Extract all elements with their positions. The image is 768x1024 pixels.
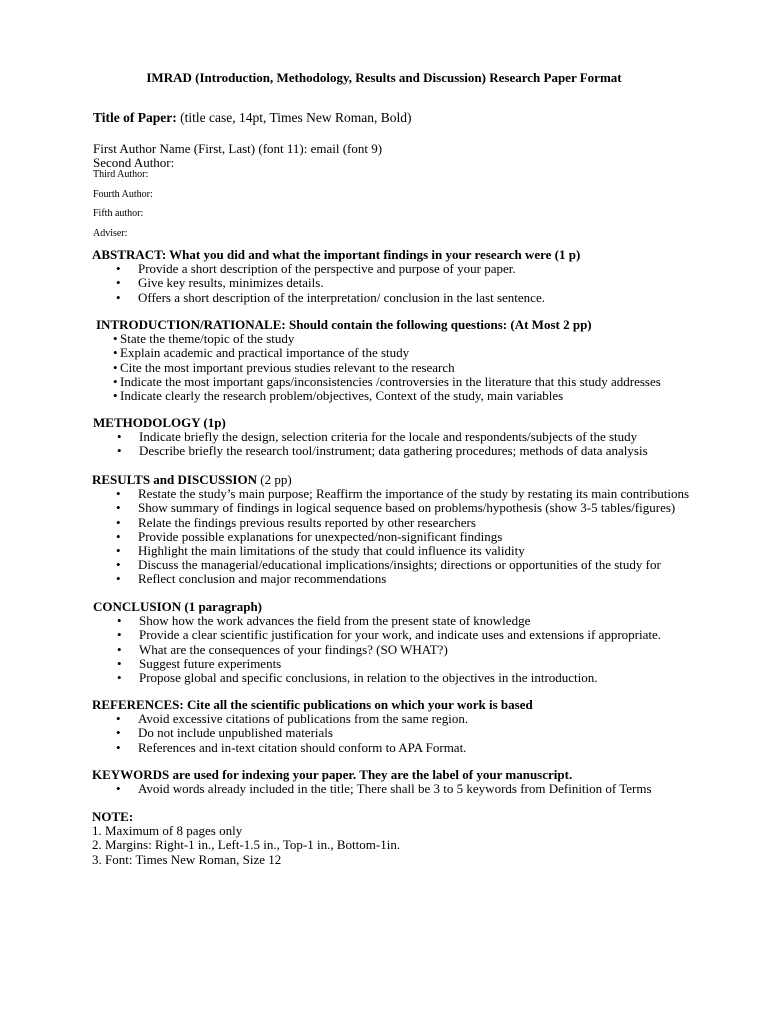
note-heading: NOTE: [92, 809, 134, 824]
keywords-section [92, 768, 652, 796]
list-item: • Offers a short description of the interpretation/ conclusion in the last sentence. [92, 291, 580, 305]
authors-block [93, 142, 382, 239]
list-item: • Propose global and specific conclusions, in relation to the objectives in the introduction. [93, 671, 661, 685]
list-item: • Provide a clear scientific justification for your work, and indicate uses and extensions if appropriate. [93, 628, 661, 642]
references-list [92, 712, 533, 755]
list-item: • Do not include unpublished materials [92, 726, 533, 740]
paper-title-label: Title of Paper: [93, 110, 177, 125]
references-section [92, 698, 533, 755]
list-item: • Restate the study’s main purpose; Reaffirm the importance of the study by restating its main contributions [92, 487, 689, 501]
list-item: • References and in-text citation should conform to APA Format. [92, 741, 533, 755]
introduction-section [96, 318, 661, 403]
list-item: • Indicate briefly the design, selection criteria for the locale and respondents/subjects of the study [93, 430, 648, 444]
note-item: 3. Font: Times New Roman, Size 12 [92, 851, 282, 867]
abstract-list [92, 262, 580, 305]
methodology-section [93, 416, 648, 459]
conclusion-list [93, 614, 661, 685]
list-item: • Avoid words already included in the title; There shall be 3 to 5 keywords from Definition of Terms [92, 782, 652, 796]
note-item: 2. Margins: Right-1 in., Left-1.5 in., Top-1 in., Bottom-1in. [92, 837, 401, 853]
note-section [92, 810, 400, 867]
list-item: • Provide possible explanations for unexpected/non-significant findings [92, 530, 689, 544]
third-author: Third Author: [93, 169, 149, 180]
list-item: • Describe briefly the research tool/instrument; data gathering procedures; methods of data analysis [93, 444, 648, 458]
results-list [92, 487, 689, 586]
abstract-heading: ABSTRACT: What you did and what the important findings in your research were (1 p) [92, 247, 581, 262]
adviser: Adviser: [93, 227, 128, 239]
list-item: • Suggest future experiments [93, 657, 661, 671]
references-heading: REFERENCES: Cite all the scientific publications on which your work is based [92, 697, 533, 712]
list-item: • Show summary of findings in logical sequence based on problems/hypothesis (show 3-5 tables/figures) [92, 501, 689, 515]
conclusion-heading: CONCLUSION (1 paragraph) [93, 599, 263, 614]
conclusion-section [93, 600, 661, 685]
fifth-author: Fifth author: [93, 208, 144, 219]
fourth-author: Fourth Author: [93, 188, 153, 200]
methodology-heading: METHODOLOGY (1p) [93, 415, 226, 430]
list-item: • State the theme/topic of the study [96, 332, 661, 346]
list-item: • Highlight the main limitations of the study that could influence its validity [92, 544, 689, 558]
document-title: IMRAD (Introduction, Methodology, Results and Discussion) Research Paper Format [146, 70, 622, 85]
list-item: • What are the consequences of your findings? (SO WHAT?) [93, 643, 661, 657]
results-heading [92, 473, 689, 487]
note-item: 1. Maximum of 8 pages only [92, 823, 243, 839]
list-item: • Provide a short description of the perspective and purpose of your paper. [92, 262, 580, 276]
list-item: • Avoid excessive citations of publications from the same region. [92, 712, 533, 726]
paper-title-text: (title case, 14pt, Times New Roman, Bold) [176, 110, 412, 125]
list-item: • Explain academic and practical importance of the study [96, 346, 661, 360]
abstract-section [92, 248, 580, 305]
results-section [92, 473, 689, 587]
list-item: • Relate the findings previous results reported by other researchers [92, 516, 689, 530]
paper-title-instruction [93, 111, 411, 125]
list-item: • Show how the work advances the field from the present state of knowledge [93, 614, 661, 628]
list-item: • Indicate clearly the research problem/objectives, Context of the study, main variables [96, 389, 661, 403]
results-heading-note: (2 pp) [257, 472, 292, 487]
list-item: • Reflect conclusion and major recommendations [92, 572, 689, 586]
list-item: • Cite the most important previous studies relevant to the research [96, 361, 661, 375]
introduction-heading: INTRODUCTION/RATIONALE: Should contain the following questions: (At Most 2 pp) [96, 317, 592, 332]
keywords-list [92, 782, 652, 796]
list-item: • Indicate the most important gaps/inconsistencies /controversies in the literature that this study addresses [96, 375, 661, 389]
second-author: Second Author: [93, 154, 175, 170]
keywords-heading: KEYWORDS are used for indexing your paper. They are the label of your manuscript. [92, 767, 573, 782]
list-item: • Give key results, minimizes details. [92, 276, 580, 290]
first-author: First Author Name (First, Last) (font 11): email (font 9) [93, 141, 383, 156]
results-heading-text: RESULTS and DISCUSSION [92, 472, 257, 487]
introduction-list [96, 332, 661, 403]
list-item: • Discuss the managerial/educational implications/insights; directions or opportunities of the study for [92, 558, 689, 572]
methodology-list [93, 430, 648, 458]
